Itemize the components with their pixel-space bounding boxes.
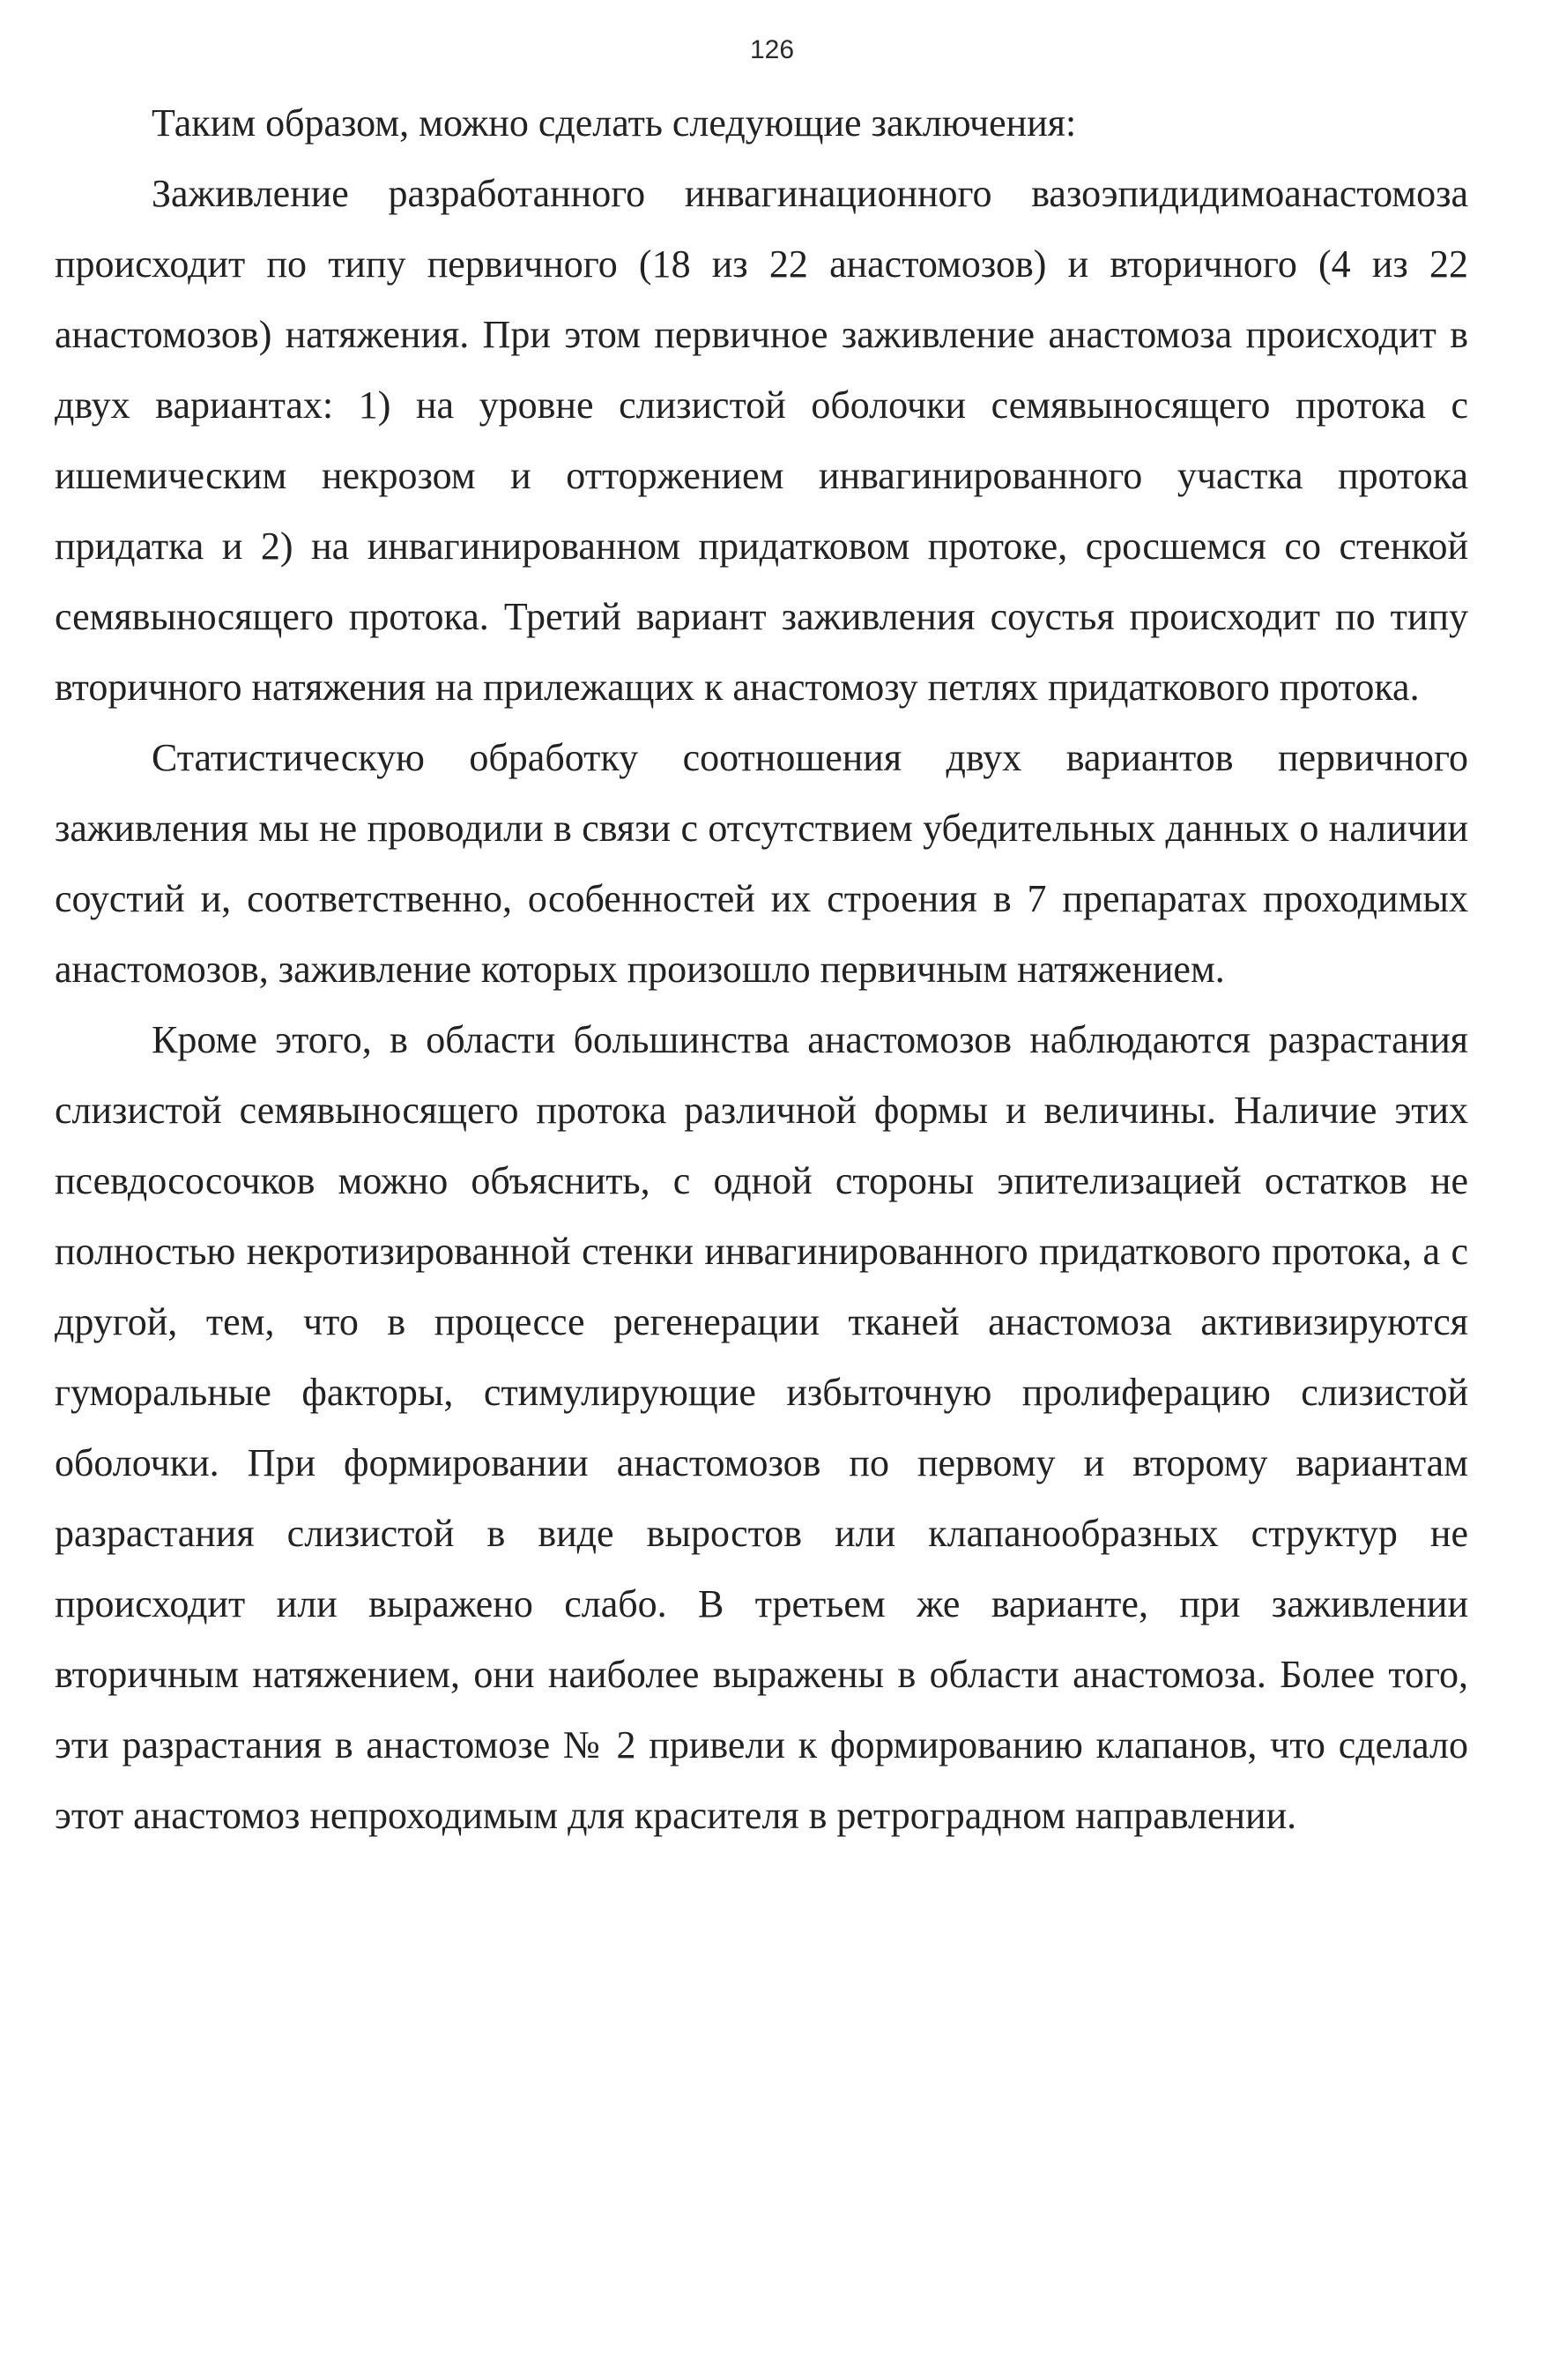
paragraph-statistics: Статистическую обработку соотношения двух вариантов первичного заживления мы не проводили в связи с отсутствием убедительных данных о наличии соустий и, соответственно, особенностей их строения в 7 препаратах проходимых анастомозов, заживление которых произошло первичным натяжением.: [55, 736, 1468, 991]
page-number: 126: [749, 35, 795, 64]
paragraph-healing-variants: Заживление разработанного инвагинационного вазоэпидидимоанастомоза происходит по типу первичного (18 из 22 анастомозов) и вторичного (4 из 22 анастомозов) натяжения. При этом первичное заживление анастомоза происходит в двух вариантах: 1) на уровне слизистой оболочки семявыносящего протока с ишемическим некрозом и отторжением инвагинированного участка протока придатка и 2) на инвагинированном придатковом протоке, сросшемся со стенкой семявыносящего протока. Третий вариант заживления соустья происходит по типу вторичного натяжения на прилежащих к анастомозу петлях придаткового протока.: [55, 172, 1468, 709]
document-body: [55, 88, 1468, 1851]
paragraph-mucosa-growth: Кроме этого, в области большинства анастомозов наблюдаются разрастания слизистой семявыносящего протока различной формы и величины. Наличие этих псевдососочков можно объяснить, с одной стороны эпителизацией остатков не полностью некротизированной стенки инвагинированного придаткового протока, а с другой, тем, что в процессе регенерации тканей анастомоза активизируются гуморальные факторы, стимулирующие избыточную пролиферацию слизистой оболочки. При формировании анастомозов по первому и второму вариантам разрастания слизистой в виде выростов или клапанообразных структур не происходит или выражено слабо. В третьем же варианте, при заживлении вторичным натяжением, они наиболее выражены в области анастомоза. Более того, эти разрастания в анастомозе № 2 привели к формированию клапанов, что сделало этот анастомоз непроходимым для красителя в ретроградном направлении.: [55, 1018, 1468, 1837]
paragraph-conclusions-intro: Таким образом, можно сделать следующие заключения:: [152, 101, 1077, 145]
